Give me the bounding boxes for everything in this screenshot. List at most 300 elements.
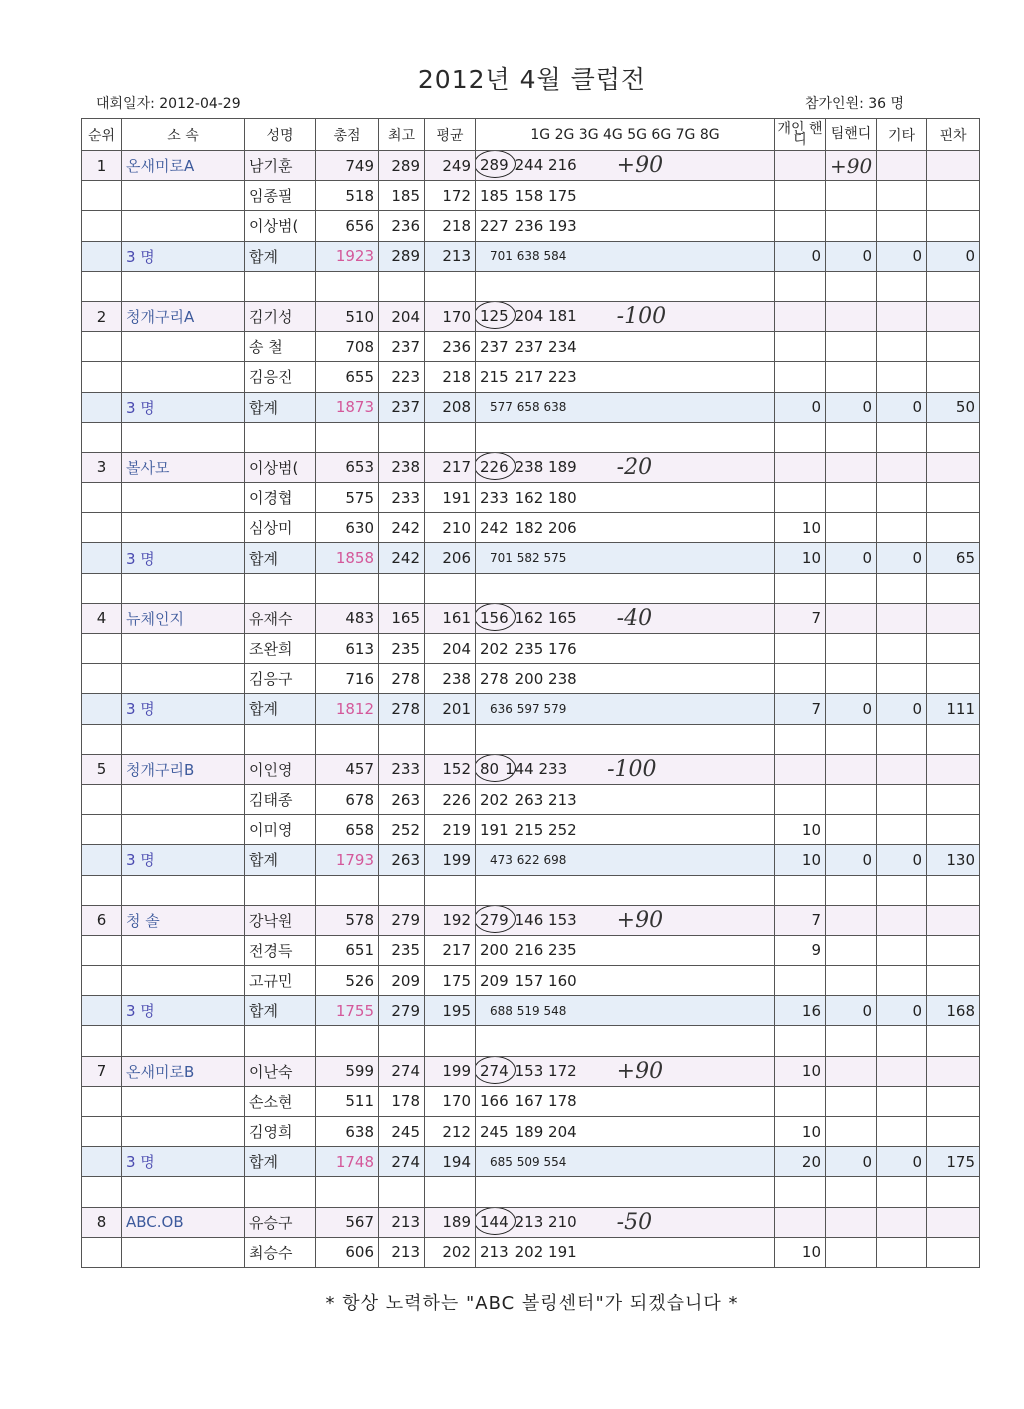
empty-cell (245, 422, 316, 452)
rank-cell (82, 784, 122, 814)
first-game: 215 (480, 367, 509, 386)
player-row (82, 1086, 980, 1116)
club-cell (122, 1117, 245, 1147)
rank-cell: 5 (82, 754, 122, 784)
other-games: 216 235 (514, 941, 577, 960)
team-game-totals: 701 582 575 (476, 543, 775, 573)
empty-cell (927, 1026, 980, 1056)
empty-cell (425, 1026, 476, 1056)
player-row (82, 754, 980, 784)
other-cell (877, 1207, 927, 1237)
circled-first-game: 274 (480, 1061, 509, 1080)
other-cell (877, 905, 927, 935)
team-other: 0 (877, 1147, 927, 1177)
circled-first-game: 289 (480, 156, 509, 175)
pin-diff (927, 784, 980, 814)
team-average: 195 (425, 996, 476, 1026)
player-name: 이인영 (245, 754, 316, 784)
sum-label: 합계 (245, 845, 316, 875)
average-score: 219 (425, 815, 476, 845)
circled-first-game: 226 (480, 457, 509, 476)
handwritten-annotation: -100 (607, 756, 657, 782)
other-games: 244 216 (514, 156, 577, 175)
empty-cell (877, 573, 927, 603)
header-total: 총점 (316, 119, 379, 151)
other-cell (877, 603, 927, 633)
high-score: 223 (379, 362, 425, 392)
average-score: 238 (425, 664, 476, 694)
handwritten-annotation: +90 (616, 907, 664, 933)
other-games: 215 252 (514, 820, 577, 839)
empty-cell (927, 875, 980, 905)
team-handicap (826, 332, 877, 362)
team-total-score: 1812 (316, 694, 379, 724)
member-count: 3 명 (122, 241, 245, 271)
high-score: 245 (379, 1117, 425, 1147)
team-pin-diff: 50 (927, 392, 980, 422)
circled-first-game: 144 (480, 1212, 509, 1231)
rank-cell: 8 (82, 1207, 122, 1237)
first-game: 278 (480, 669, 509, 688)
rank-cell (82, 1147, 122, 1177)
player-name: 이경협 (245, 483, 316, 513)
other-games: 217 223 (514, 367, 577, 386)
other-games: 182 206 (514, 518, 577, 537)
empty-cell (316, 1177, 379, 1207)
pin-diff (927, 301, 980, 331)
club-cell (122, 362, 245, 392)
club-cell (122, 211, 245, 241)
personal-handicap (775, 211, 826, 241)
other-games: 162 180 (514, 488, 577, 507)
empty-cell (877, 724, 927, 754)
first-game: 209 (480, 971, 509, 990)
team-other: 0 (877, 996, 927, 1026)
high-score: 235 (379, 935, 425, 965)
player-row (82, 603, 980, 633)
spacer-row (82, 875, 980, 905)
other-games: 204 181 (514, 307, 577, 326)
team-handicap (826, 1117, 877, 1147)
header-row (82, 119, 980, 151)
empty-cell (122, 724, 245, 754)
total-score: 510 (316, 301, 379, 331)
team-pin-diff: 175 (927, 1147, 980, 1177)
pin-diff (927, 603, 980, 633)
team-high-score: 278 (379, 694, 425, 724)
empty-cell (82, 724, 122, 754)
other-games: 153 172 (514, 1061, 577, 1080)
personal-handicap (775, 181, 826, 211)
other-cell (877, 483, 927, 513)
club-cell: 볼사모 (122, 452, 245, 482)
other-games: 202 191 (514, 1243, 577, 1262)
team-handicap (826, 935, 877, 965)
rank-cell (82, 1237, 122, 1267)
team-handicap (826, 452, 877, 482)
average-score: 218 (425, 211, 476, 241)
empty-cell (82, 1177, 122, 1207)
other-cell (877, 211, 927, 241)
total-score: 526 (316, 966, 379, 996)
rank-cell (82, 513, 122, 543)
personal-handicap (775, 1207, 826, 1237)
rank-cell (82, 1086, 122, 1116)
empty-cell (122, 573, 245, 603)
team-handicap-total: 0 (826, 845, 877, 875)
high-score: 209 (379, 966, 425, 996)
other-games: 237 234 (514, 337, 577, 356)
rank-cell (82, 392, 122, 422)
team-handicap (826, 301, 877, 331)
team-personal-handicap: 20 (775, 1147, 826, 1177)
empty-cell (826, 271, 877, 301)
player-name: 강낙원 (245, 905, 316, 935)
pin-diff (927, 935, 980, 965)
rank-cell (82, 966, 122, 996)
team-other: 0 (877, 241, 927, 271)
club-cell (122, 513, 245, 543)
game-scores (476, 1237, 775, 1267)
team-total-score: 1755 (316, 996, 379, 1026)
other-games: 200 238 (514, 669, 577, 688)
average-score: 199 (425, 1056, 476, 1086)
rank-cell (82, 241, 122, 271)
other-cell (877, 784, 927, 814)
team-personal-handicap: 10 (775, 845, 826, 875)
spacer-row (82, 573, 980, 603)
pin-diff (927, 332, 980, 362)
total-score: 708 (316, 332, 379, 362)
club-cell (122, 634, 245, 664)
pin-diff (927, 483, 980, 513)
team-total-row (82, 543, 980, 573)
team-handicap (826, 181, 877, 211)
game-scores (476, 935, 775, 965)
empty-cell (927, 724, 980, 754)
empty-cell (316, 271, 379, 301)
other-games: 146 153 (514, 910, 577, 929)
average-score: 170 (425, 301, 476, 331)
header-club: 소 속 (122, 119, 245, 151)
other-games: 157 160 (514, 971, 577, 990)
team-total-row (82, 241, 980, 271)
average-score: 170 (425, 1086, 476, 1116)
empty-cell (82, 573, 122, 603)
participant-count: 참가인원: 36 명 (805, 96, 905, 112)
game-scores (476, 151, 775, 181)
team-game-totals: 685 509 554 (476, 1147, 775, 1177)
empty-cell (245, 724, 316, 754)
team-high-score: 263 (379, 845, 425, 875)
player-row (82, 211, 980, 241)
club-cell: 청개구리A (122, 301, 245, 331)
pin-diff (927, 634, 980, 664)
personal-handicap (775, 784, 826, 814)
personal-handicap: 10 (775, 1237, 826, 1267)
rank-cell: 3 (82, 452, 122, 482)
club-cell: 청 솔 (122, 905, 245, 935)
club-cell (122, 483, 245, 513)
player-row (82, 1237, 980, 1267)
team-handicap (826, 513, 877, 543)
player-name: 김태종 (245, 784, 316, 814)
player-row (82, 483, 980, 513)
average-score: 204 (425, 634, 476, 664)
team-pin-diff: 111 (927, 694, 980, 724)
total-score: 638 (316, 1117, 379, 1147)
player-name: 이난숙 (245, 1056, 316, 1086)
empty-cell (877, 422, 927, 452)
high-score: 278 (379, 664, 425, 694)
team-handicap (826, 483, 877, 513)
empty-cell (425, 422, 476, 452)
empty-cell (316, 573, 379, 603)
personal-handicap (775, 301, 826, 331)
team-high-score: 279 (379, 996, 425, 1026)
team-average: 206 (425, 543, 476, 573)
player-row (82, 151, 980, 181)
pin-diff (927, 151, 980, 181)
team-handicap-total: 0 (826, 1147, 877, 1177)
personal-handicap: 10 (775, 513, 826, 543)
empty-cell (379, 1026, 425, 1056)
personal-handicap: 7 (775, 603, 826, 633)
team-high-score: 289 (379, 241, 425, 271)
game-scores (476, 1086, 775, 1116)
empty-cell (82, 875, 122, 905)
other-games: 263 213 (514, 790, 577, 809)
player-row (82, 815, 980, 845)
empty-cell (775, 271, 826, 301)
empty-cell (476, 724, 775, 754)
game-scores (476, 784, 775, 814)
rank-cell (82, 483, 122, 513)
high-score: 263 (379, 784, 425, 814)
first-game: 185 (480, 186, 509, 205)
high-score: 274 (379, 1056, 425, 1086)
empty-cell (425, 573, 476, 603)
first-game: 227 (480, 216, 509, 235)
player-name: 이상범( (245, 452, 316, 482)
player-row (82, 362, 980, 392)
average-score: 249 (425, 151, 476, 181)
other-cell (877, 815, 927, 845)
total-score: 567 (316, 1207, 379, 1237)
header-name: 성명 (245, 119, 316, 151)
player-name: 김영희 (245, 1117, 316, 1147)
other-cell (877, 1117, 927, 1147)
player-name: 전경득 (245, 935, 316, 965)
personal-handicap (775, 362, 826, 392)
total-score: 678 (316, 784, 379, 814)
high-score: 238 (379, 452, 425, 482)
personal-handicap (775, 151, 826, 181)
empty-cell (826, 724, 877, 754)
empty-cell (877, 271, 927, 301)
empty-cell (316, 1026, 379, 1056)
game-scores (476, 1117, 775, 1147)
team-handicap (826, 634, 877, 664)
average-score: 218 (425, 362, 476, 392)
average-score: 217 (425, 935, 476, 965)
team-handicap-total: 0 (826, 694, 877, 724)
other-cell (877, 151, 927, 181)
empty-cell (82, 1026, 122, 1056)
page-title: 2012년 4월 클럽전 (417, 65, 647, 94)
average-score: 161 (425, 603, 476, 633)
team-game-totals: 473 622 698 (476, 845, 775, 875)
team-handicap (826, 754, 877, 784)
average-score: 191 (425, 483, 476, 513)
sum-label: 합계 (245, 543, 316, 573)
personal-handicap (775, 1086, 826, 1116)
player-row (82, 905, 980, 935)
empty-cell (316, 422, 379, 452)
other-games: 144 233 (505, 759, 568, 778)
team-handicap (826, 603, 877, 633)
other-games: 238 189 (514, 457, 577, 476)
team-other: 0 (877, 543, 927, 573)
personal-handicap (775, 664, 826, 694)
empty-cell (245, 573, 316, 603)
empty-cell (122, 1026, 245, 1056)
empty-cell (927, 271, 980, 301)
personal-handicap (775, 452, 826, 482)
personal-handicap (775, 483, 826, 513)
empty-cell (826, 875, 877, 905)
personal-handicap: 10 (775, 815, 826, 845)
player-name: 손소현 (245, 1086, 316, 1116)
pin-diff (927, 1207, 980, 1237)
player-row (82, 513, 980, 543)
total-score: 749 (316, 151, 379, 181)
game-scores (476, 1056, 775, 1086)
total-score: 578 (316, 905, 379, 935)
team-personal-handicap: 0 (775, 241, 826, 271)
player-row (82, 634, 980, 664)
handwritten-annotation: -20 (616, 454, 653, 480)
empty-cell (826, 422, 877, 452)
pin-diff (927, 815, 980, 845)
player-row (82, 784, 980, 814)
spacer-row (82, 1026, 980, 1056)
team-game-totals: 701 638 584 (476, 241, 775, 271)
empty-cell (379, 724, 425, 754)
total-score: 651 (316, 935, 379, 965)
rank-cell: 4 (82, 603, 122, 633)
empty-cell (877, 1177, 927, 1207)
team-pin-diff: 168 (927, 996, 980, 1026)
player-name: 고규민 (245, 966, 316, 996)
pin-diff (927, 754, 980, 784)
other-games: 213 210 (514, 1212, 577, 1231)
empty-cell (877, 875, 927, 905)
header-avg: 평균 (425, 119, 476, 151)
empty-cell (826, 573, 877, 603)
empty-cell (316, 875, 379, 905)
average-score: 217 (425, 452, 476, 482)
team-personal-handicap: 16 (775, 996, 826, 1026)
total-score: 483 (316, 603, 379, 633)
sum-label: 합계 (245, 1147, 316, 1177)
team-total-row (82, 845, 980, 875)
rank-cell (82, 634, 122, 664)
team-average: 194 (425, 1147, 476, 1177)
game-scores (476, 664, 775, 694)
pin-diff (927, 1086, 980, 1116)
rank-cell (82, 845, 122, 875)
team-total-row (82, 392, 980, 422)
game-scores (476, 634, 775, 664)
total-score: 575 (316, 483, 379, 513)
handwritten-annotation: -40 (616, 605, 653, 631)
personal-handicap (775, 634, 826, 664)
team-total-row (82, 694, 980, 724)
personal-handicap (775, 332, 826, 362)
empty-cell (379, 1177, 425, 1207)
game-scores (476, 452, 775, 482)
handwritten-team-handicap: +90 (830, 153, 873, 178)
member-count: 3 명 (122, 1147, 245, 1177)
high-score: 204 (379, 301, 425, 331)
rank-cell (82, 211, 122, 241)
results-table (81, 118, 980, 1268)
high-score: 233 (379, 754, 425, 784)
empty-cell (379, 271, 425, 301)
empty-cell (316, 724, 379, 754)
total-score: 658 (316, 815, 379, 845)
team-handicap-total: 0 (826, 996, 877, 1026)
other-cell (877, 452, 927, 482)
club-cell: 온새미로A (122, 151, 245, 181)
average-score: 152 (425, 754, 476, 784)
empty-cell (476, 1177, 775, 1207)
circled-first-game: 125 (480, 307, 509, 326)
circled-first-game: 156 (480, 608, 509, 627)
game-scores (476, 603, 775, 633)
player-name: 유재수 (245, 603, 316, 633)
member-count: 3 명 (122, 694, 245, 724)
team-high-score: 242 (379, 543, 425, 573)
spacer-row (82, 724, 980, 754)
other-games: 189 204 (514, 1122, 577, 1141)
first-game: 242 (480, 518, 509, 537)
pin-diff (927, 211, 980, 241)
handwritten-annotation: +90 (616, 153, 664, 179)
team-pin-diff: 65 (927, 543, 980, 573)
empty-cell (775, 573, 826, 603)
empty-cell (82, 422, 122, 452)
rank-cell (82, 1117, 122, 1147)
rank-cell (82, 935, 122, 965)
handwritten-annotation: -50 (616, 1209, 653, 1235)
team-game-totals: 688 519 548 (476, 996, 775, 1026)
player-row (82, 1117, 980, 1147)
personal-handicap: 9 (775, 935, 826, 965)
player-name: 남기훈 (245, 151, 316, 181)
total-score: 716 (316, 664, 379, 694)
team-other: 0 (877, 694, 927, 724)
rank-cell (82, 815, 122, 845)
handwritten-annotation: -100 (616, 304, 667, 330)
player-name: 유승구 (245, 1207, 316, 1237)
empty-cell (476, 573, 775, 603)
empty-cell (245, 271, 316, 301)
other-cell (877, 362, 927, 392)
game-scores (476, 905, 775, 935)
team-handicap (826, 966, 877, 996)
